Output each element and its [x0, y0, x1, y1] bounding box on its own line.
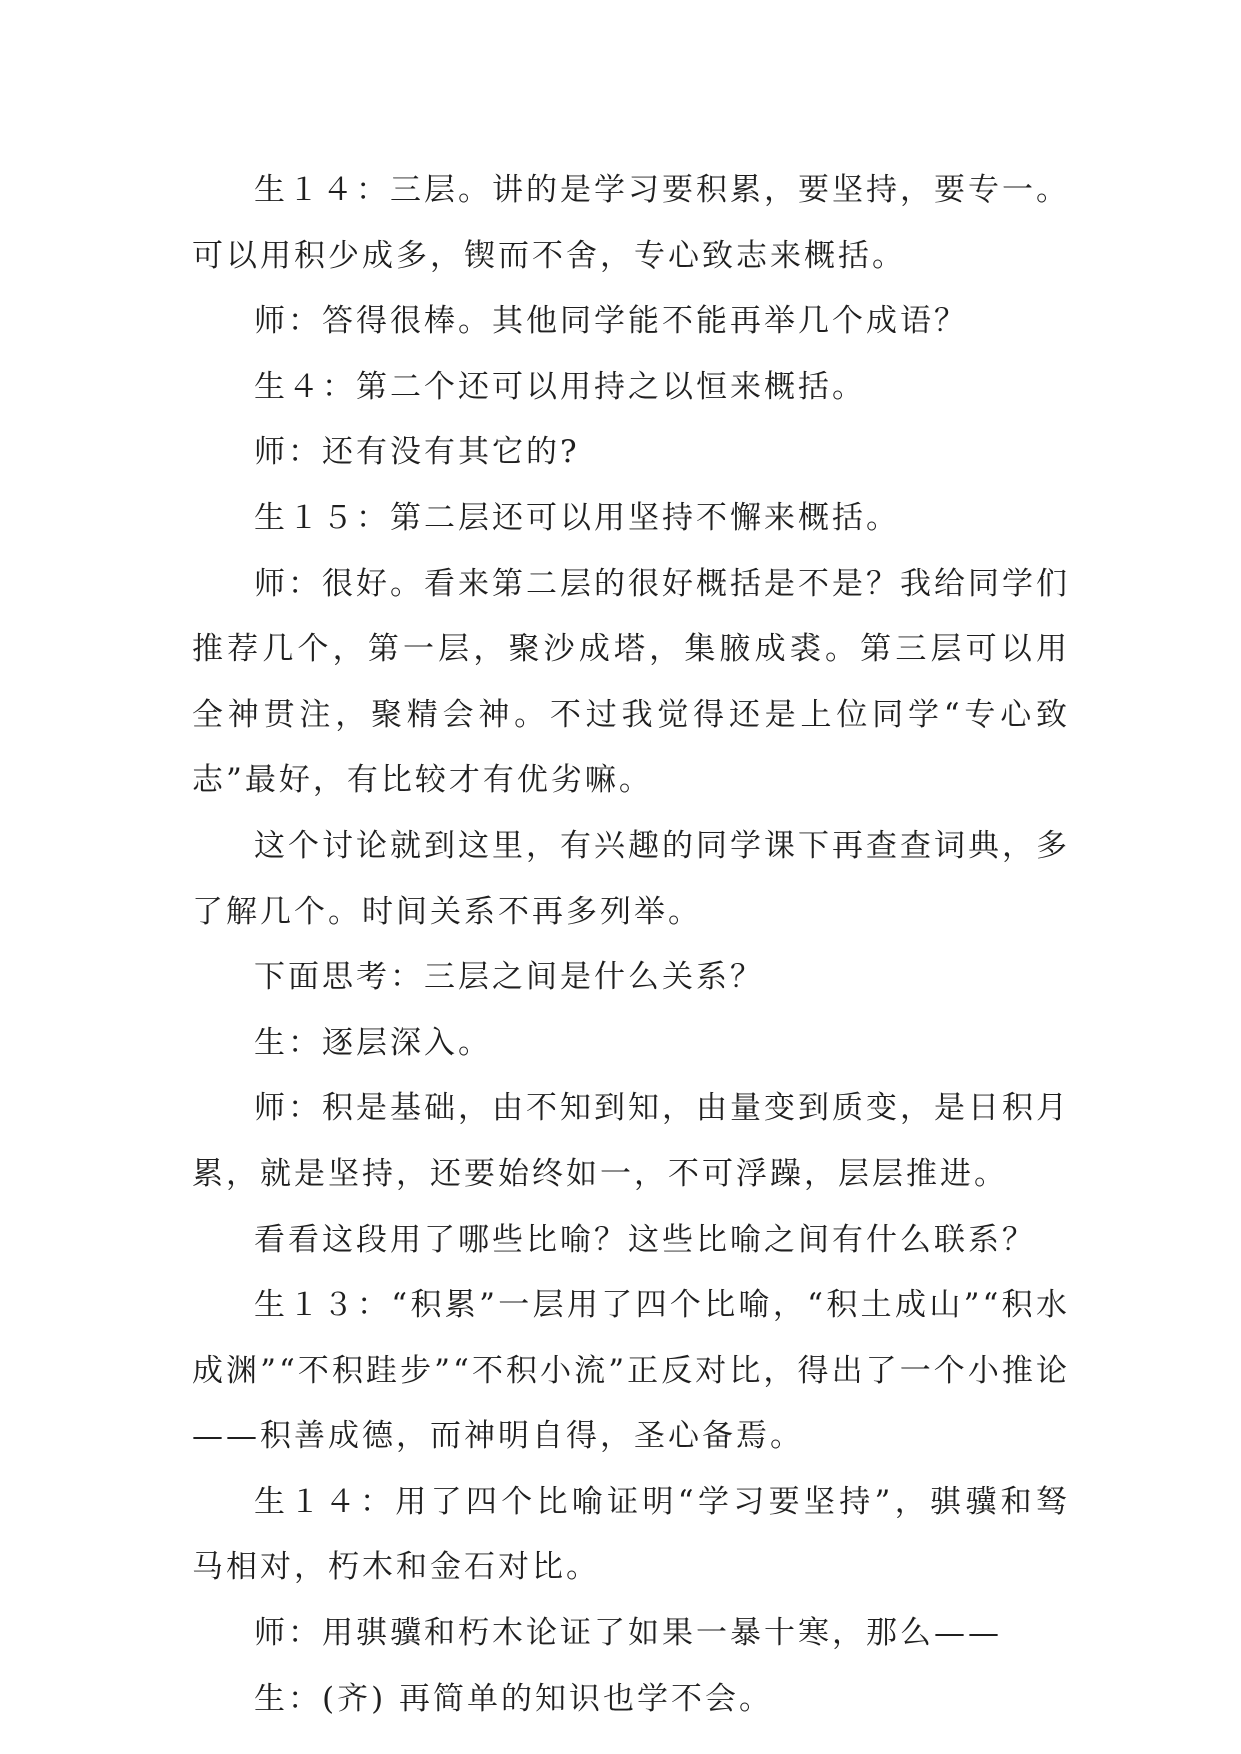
paragraph: 师：答得很棒。其他同学能不能再举几个成语？: [254, 303, 968, 340]
paragraph: 生：逐层深入。: [254, 1024, 492, 1061]
paragraph: 下面思考：三层之间是什么关系？: [254, 959, 764, 996]
paragraph: 师：还有没有其它的?: [254, 434, 580, 471]
paragraph: 生１５：第二层还可以用坚持不懈来概括。: [254, 499, 900, 536]
document-body: [192, 158, 1070, 1732]
paragraph: 师：用骐骥和朽木论证了如果一暴十寒，那么——: [254, 1615, 1002, 1652]
paragraph: 生：(齐) 再简单的知识也学不会。: [254, 1680, 774, 1717]
paragraph: 生１４：用了四个比喻证明“学习要坚持”，骐骥和驽马相对，朽木和金石对比。: [192, 1483, 1070, 1586]
paragraph: 生１３：“积累”一层用了四个比喻，“积土成山”“积水成渊”“不积跬步”“不积小流”正反对比，得出了一个小推论——积善成德，而神明自得，圣心备焉。: [192, 1287, 1070, 1455]
paragraph: 师：积是基础，由不知到知，由量变到质变，是日积月累，就是坚持，还要始终如一，不可浮躁，层层推进。: [192, 1090, 1070, 1192]
paragraph: 看看这段用了哪些比喻？这些比喻之间有什么联系？: [254, 1221, 1036, 1258]
paragraph: 师：很好。看来第二层的很好概括是不是？我给同学们推荐几个，第一层，聚沙成塔，集腋成裘。第三层可以用全神贯注，聚精会神。不过我觉得还是上位同学“专心致志”最好，有比较才有优劣嘛。: [192, 565, 1070, 799]
paragraph: 生４：第二个还可以用持之以恒来概括。: [254, 368, 866, 405]
paragraph: 这个讨论就到这里，有兴趣的同学课下再查查词典，多了解几个。时间关系不再多列举。: [192, 827, 1070, 930]
paragraph: 生１４：三层。讲的是学习要积累，要坚持，要专一。可以用积少成多，锲而不舍，专心致志来概括。: [192, 172, 1070, 274]
